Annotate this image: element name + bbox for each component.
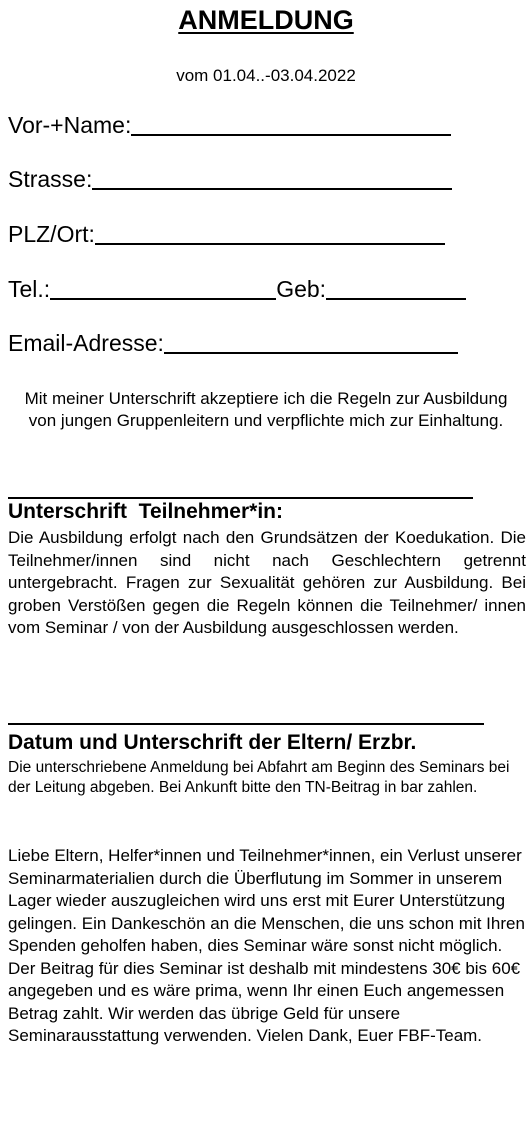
email-label: Email-Adresse:	[8, 330, 164, 356]
name-blank-line[interactable]	[131, 112, 451, 136]
name-label: Vor-+Name:	[8, 112, 132, 138]
participant-rules-text: Die Ausbildung erfolgt nach den Grundsätzen der Koedukation. Die Teilnehmer/innen sind nicht nach Geschlechtern getrennt untergebracht. Fragen zur Sexualität gehören zur Ausbildung. Bei groben Verstößen gegen die Regeln können die Teilnehmer/ innen vom Seminar / von der Ausbildung ausgeschlossen werden.	[8, 528, 526, 637]
city-field	[8, 221, 445, 248]
city-blank-line[interactable]	[95, 221, 445, 245]
phone-label: Tel.:	[8, 276, 51, 302]
email-field	[8, 330, 458, 357]
city-label: PLZ/Ort:	[8, 221, 95, 247]
event-dates: vom 01.04..-03.04.2022	[176, 66, 356, 85]
participant-signature-heading: Unterschrift Teilnehmer*in:	[8, 500, 283, 523]
email-blank-line[interactable]	[164, 330, 458, 354]
consent-text: Mit meiner Unterschrift akzeptiere ich die Regeln zur Ausbildung von jungen Gruppenleitern und verpflichte mich zur Einhaltung.	[24, 389, 508, 430]
parents-signature-heading: Datum und Unterschrift der Eltern/ Erzbr.	[8, 731, 417, 754]
street-blank-line[interactable]	[92, 166, 452, 190]
parents-signature-line[interactable]	[8, 723, 484, 725]
parents-instructions-text: Die unterschriebene Anmeldung bei Abfahrt am Beginn des Seminars bei der Leitung abgeben. Bei Ankunft bitte den TN-Beitrag in bar zahlen.	[8, 759, 510, 796]
street-label: Strasse:	[8, 166, 93, 192]
phone-birth-field	[8, 276, 466, 303]
donation-letter-text: Liebe Eltern, Helfer*innen und Teilnehmer*innen, ein Verlust unserer Seminarmaterialien durch die Überflutung im Sommer in unserem Lager wieder auszugleichen wird uns erst mit Eurer Unterstützung gelingen. Ein Dankeschön an die Menschen, die uns schon mit Ihren Spenden geholfen haben, dies Seminar wäre sonst nicht möglich. Der Beitrag für dies Seminar ist deshalb mit mindestens 30€ bis 60€ angegeben und es wäre prima, wenn Ihr einen Euch angemessen Betrag zahlt. Wir werden das übrige Geld für unsere Seminarausstattung verwenden. Vielen Dank, Euer FBF-Team.	[8, 846, 525, 1045]
birth-blank-line[interactable]	[326, 276, 466, 300]
street-field	[8, 166, 452, 193]
name-field	[8, 112, 451, 139]
birth-label: Geb:	[276, 276, 327, 302]
page-title: ANMELDUNG	[178, 5, 354, 35]
phone-blank-line[interactable]	[50, 276, 276, 300]
participant-signature-line[interactable]	[8, 497, 473, 499]
